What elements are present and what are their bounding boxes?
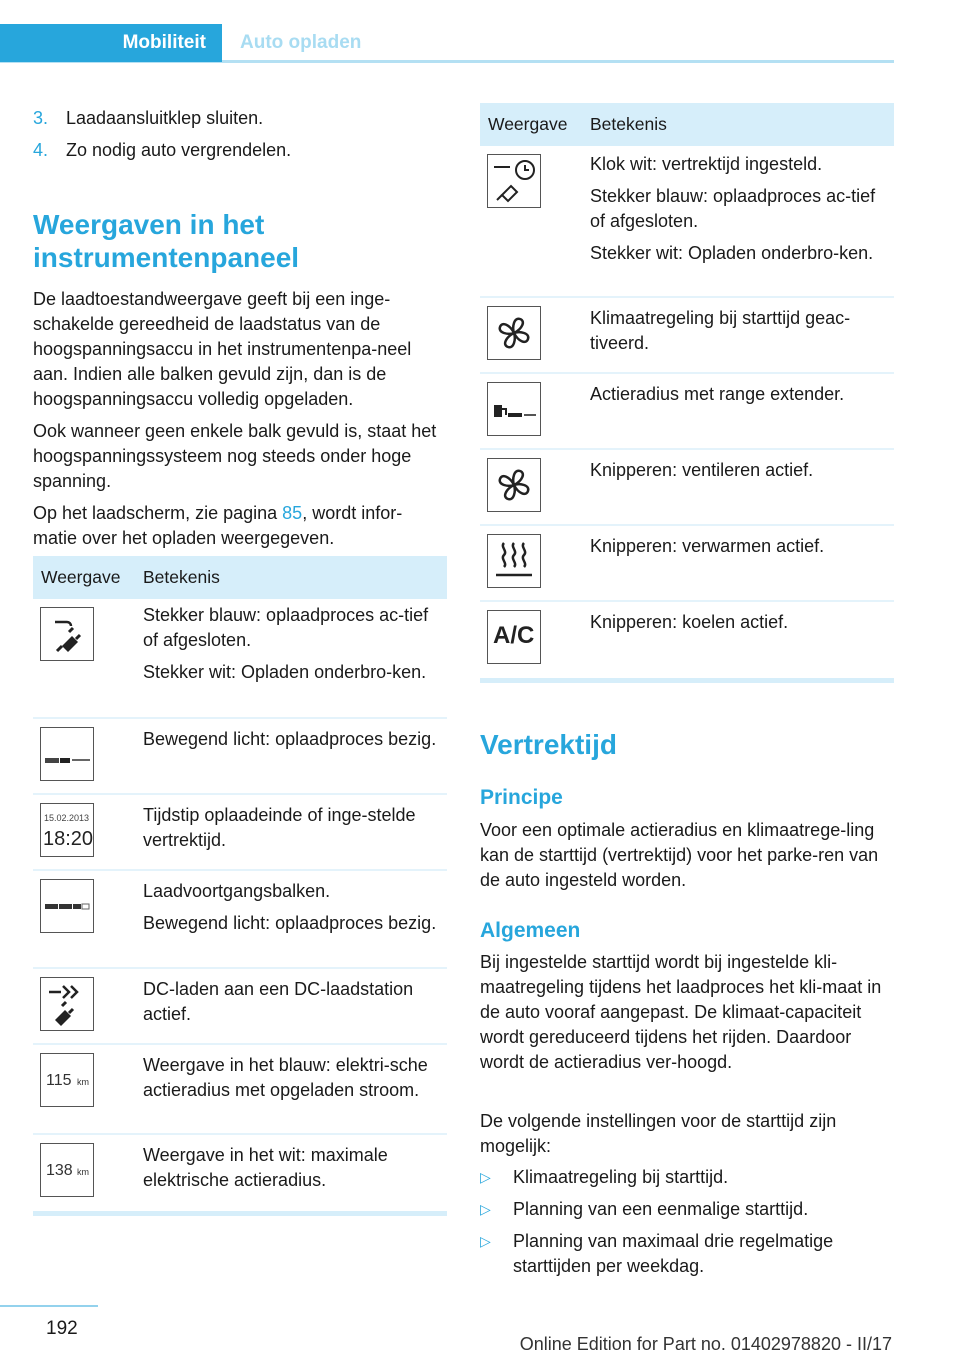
paragraph-1: De laadtoestandweergave geeft bij een inge-schakelde gereedheid de laadstatus van de hoogspanningsaccu in het instrumentenpa-neel aan. Indien alle balken gevuld zijn, dan is de hoogspanningsaccu volledig opgeladen. bbox=[33, 289, 412, 409]
table-row: Knipperen: ventileren actief. bbox=[480, 450, 894, 526]
table-row: A/C Knipperen: koelen actief. bbox=[480, 602, 894, 676]
page-header bbox=[0, 0, 960, 62]
section-tab: Mobiliteit bbox=[0, 24, 222, 62]
table-row: Klok wit: vertrektijd ingesteld. Stekker blauw: oplaadproces ac-tief of afgesloten. Stekker wit: Opladen onderbro-ken. bbox=[480, 146, 894, 298]
table-row: Bewegend licht: oplaadproces bezig. bbox=[33, 719, 447, 795]
paragraph-algemeen: Bij ingestelde starttijd wordt bij ingestelde kli-maatregeling tijdens het laadproces het kli-maat in de auto vooraf aangepast. De klimaat-capaciteit wordt gereduceerd tijdens het rijden. Daardoor wordt de actieradius ver-hoogd. bbox=[480, 952, 882, 1072]
chapter-tab: Auto opladen bbox=[222, 24, 894, 62]
fan-icon bbox=[487, 458, 541, 512]
heating-icon bbox=[487, 534, 541, 588]
range-blue-icon: 115 km bbox=[40, 1053, 94, 1107]
paragraph-settings: De volgende instellingen voor de starttijd zijn mogelijk: bbox=[480, 1111, 837, 1156]
dc-plug-icon bbox=[40, 977, 94, 1031]
table-row: 15.02.2013 18:20 Tijdstip oplaadeinde of inge-stelde vertrektijd. bbox=[33, 795, 447, 871]
table-row: DC-laden aan een DC-laadstation actief. bbox=[33, 969, 447, 1045]
left-table-end bbox=[33, 1211, 447, 1216]
paragraph-2: Ook wanneer geen enkele balk gevuld is, staat het hoogspanningssysteem nog steeds onder hoge spanning. bbox=[33, 421, 437, 491]
range-extender-icon bbox=[487, 382, 541, 436]
step-4: 4. Zo nodig auto vergrendelen. bbox=[33, 140, 292, 160]
header-rule bbox=[0, 60, 894, 63]
right-table-end bbox=[480, 678, 894, 683]
table-row: Klimaatregeling bij starttijd geac-tiveerd. bbox=[480, 298, 894, 374]
bullet-triangle-icon: ▷ bbox=[480, 1201, 491, 1217]
bullet-triangle-icon: ▷ bbox=[480, 1169, 491, 1185]
edition-note: Online Edition for Part no. 01402978820 - II/17 bbox=[519, 1334, 892, 1354]
bullet-triangle-icon: ▷ bbox=[480, 1233, 491, 1249]
clock-plug-icon bbox=[487, 154, 541, 208]
left-table-header: Weergave Betekenis bbox=[33, 556, 447, 599]
charging-light-icon bbox=[40, 727, 94, 781]
date-time-icon: 15.02.2013 18:20 bbox=[40, 803, 94, 857]
table-row: 138 km Weergave in het wit: maximale elektrische actieradius. bbox=[33, 1135, 447, 1209]
page-link[interactable]: 85 bbox=[282, 503, 303, 523]
heading-weergaven: Weergaven in het instrumentenpaneel bbox=[33, 209, 300, 273]
fan-icon bbox=[487, 306, 541, 360]
plug-icon bbox=[40, 607, 94, 661]
subheading-principe: Principe bbox=[480, 786, 563, 809]
table-row: Laadvoortgangsbalken. Bewegend licht: oplaadproces bezig. bbox=[33, 871, 447, 969]
heading-vertrektijd: Vertrektijd bbox=[480, 729, 617, 760]
table-row: Knipperen: verwarmen actief. bbox=[480, 526, 894, 602]
page-number: 192 bbox=[46, 1318, 78, 1339]
footer-rule bbox=[0, 1305, 98, 1307]
paragraph-3: Op het laadscherm, zie pagina 85, wordt infor-matie over het opladen weergegeven. bbox=[33, 503, 403, 548]
step-3: 3. Laadaansluitklep sluiten. bbox=[33, 108, 264, 128]
table-row: Stekker blauw: oplaadproces ac-tief of afgesloten. Stekker wit: Opladen onderbro-ken. bbox=[33, 599, 447, 719]
range-white-icon: 138 km bbox=[40, 1143, 94, 1197]
progress-bars-icon bbox=[40, 879, 94, 933]
right-table-header: Weergave Betekenis bbox=[480, 103, 894, 146]
table-row: 115 km Weergave in het blauw: elektri-sche actieradius met opgeladen stroom. bbox=[33, 1045, 447, 1135]
paragraph-principe: Voor een optimale actieradius en klimaatrege-ling kan de starttijd (vertrektijd) voor het parke-ren van de auto ingesteld worden. bbox=[480, 820, 879, 890]
ac-icon: A/C bbox=[487, 610, 541, 664]
table-row: Actieradius met range extender. bbox=[480, 374, 894, 450]
subheading-algemeen: Algemeen bbox=[480, 919, 581, 942]
